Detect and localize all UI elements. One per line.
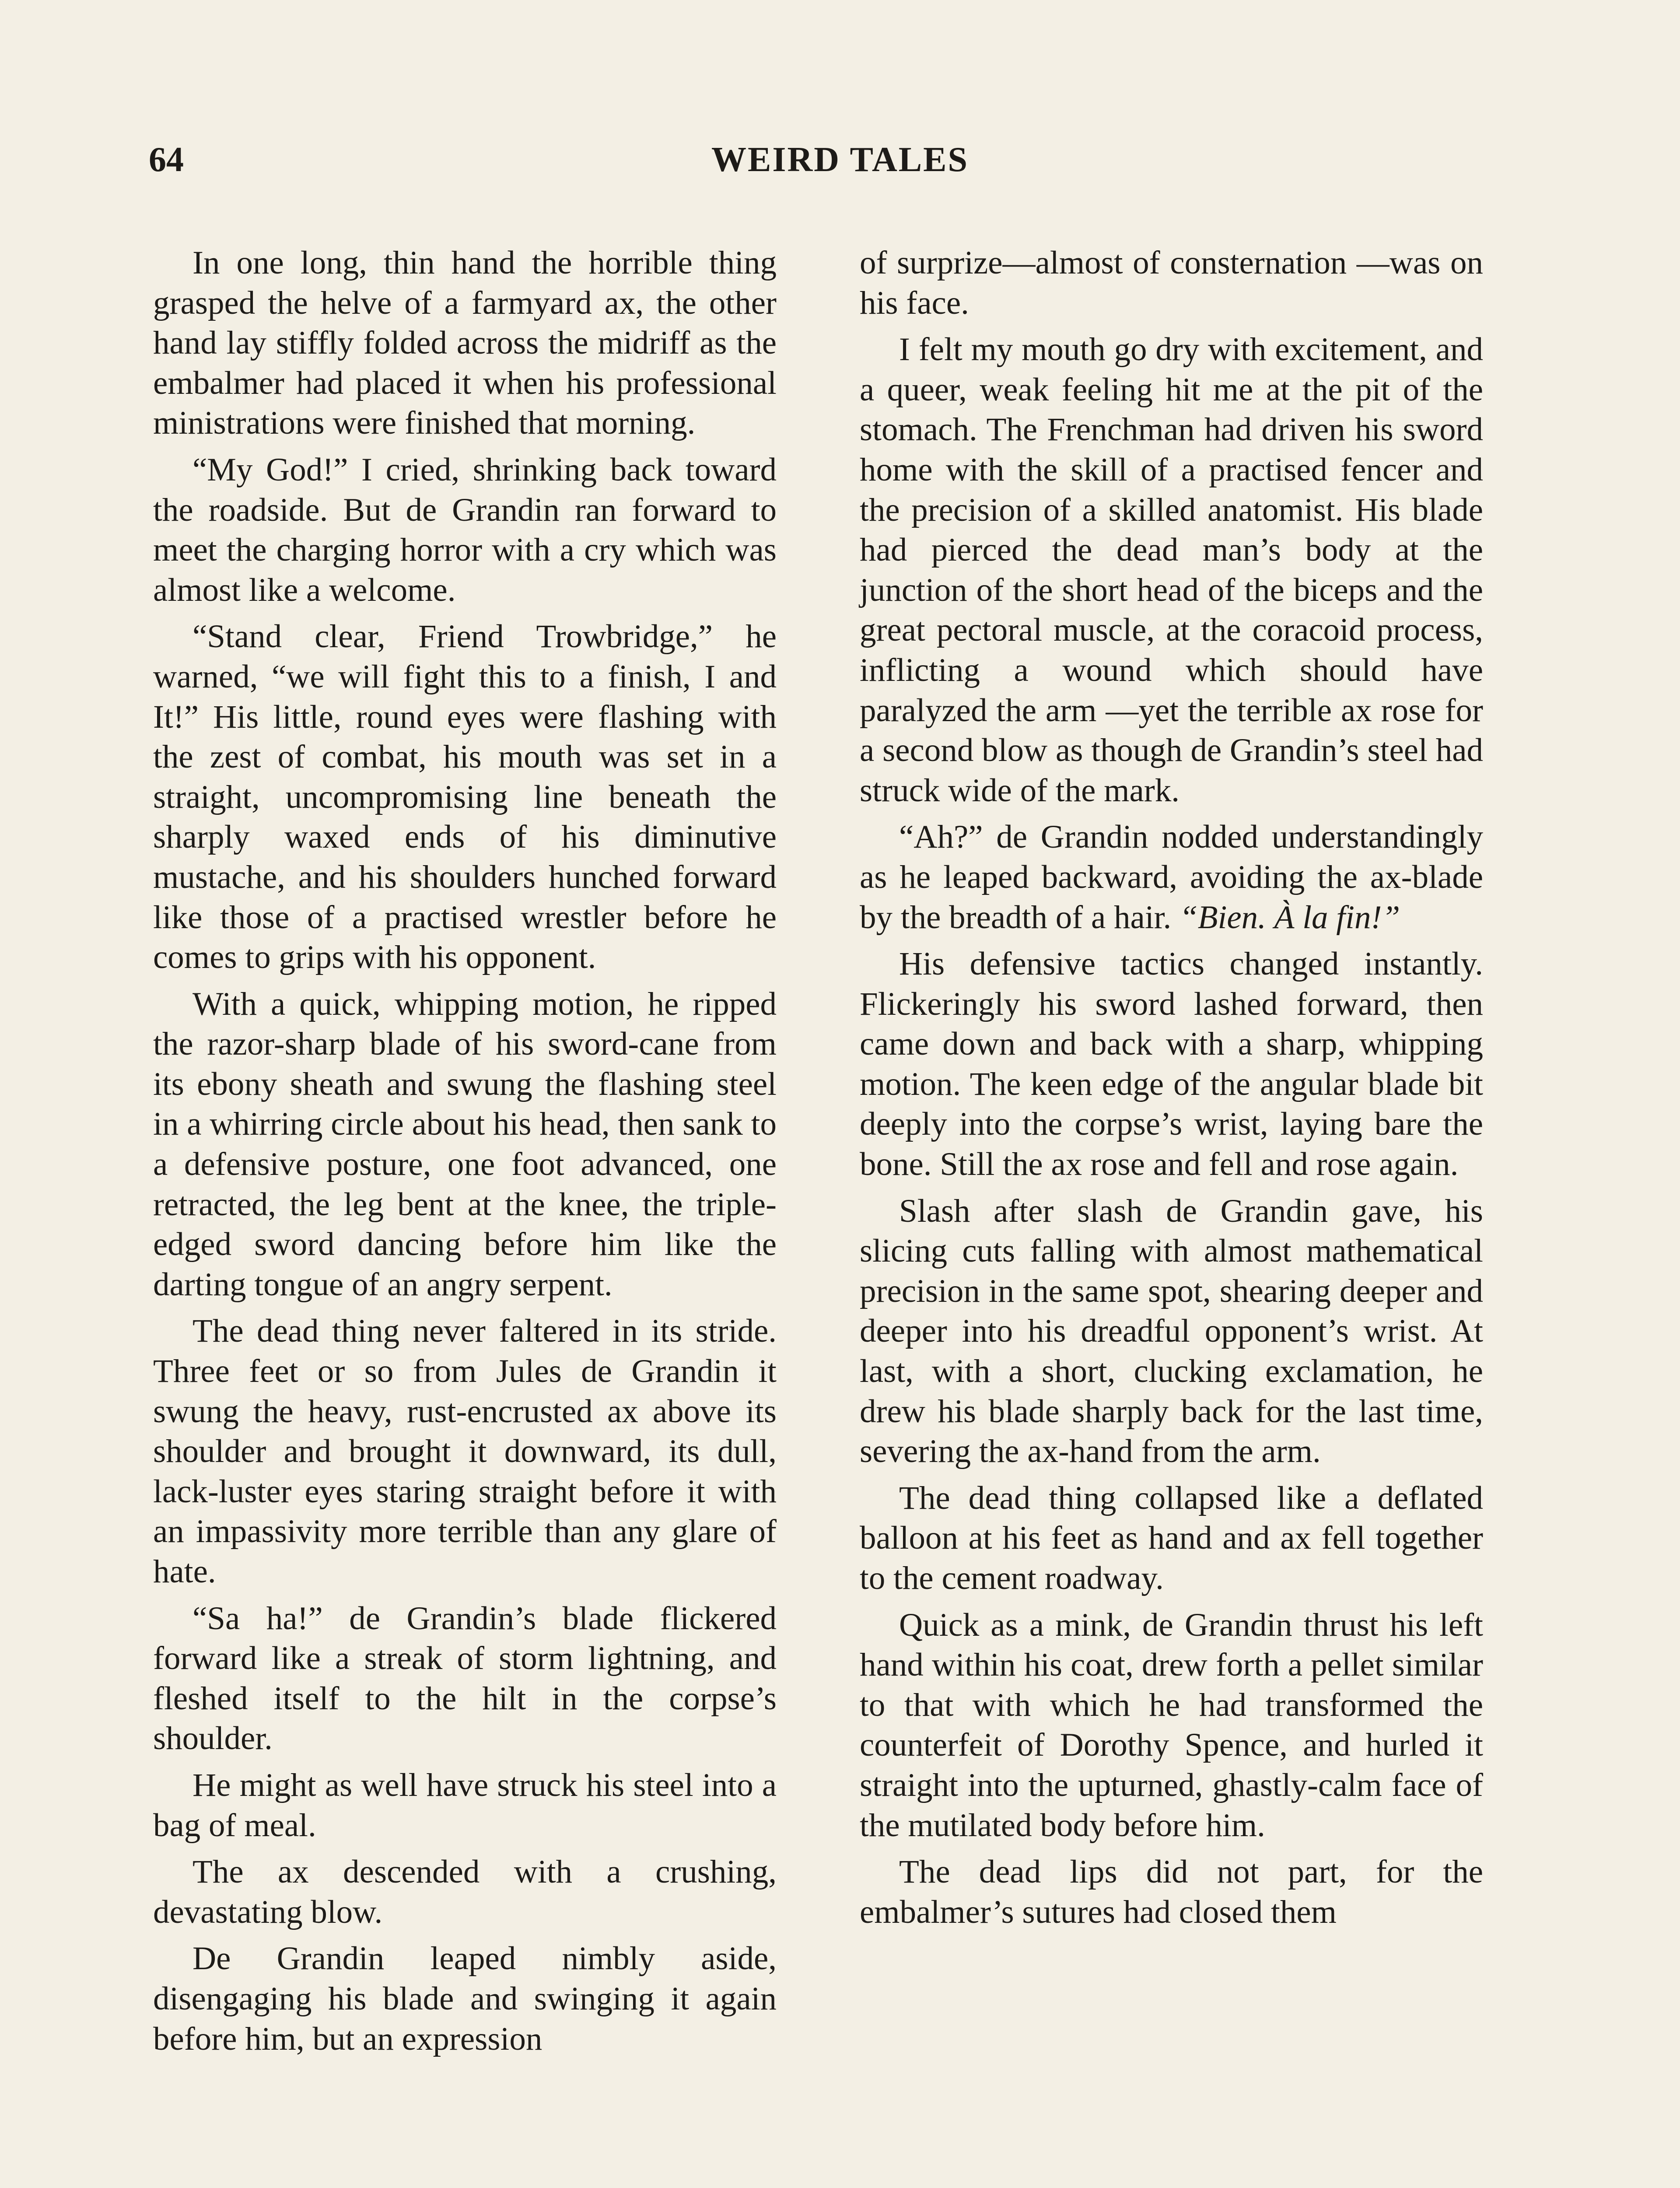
paragraph: The ax descended with a crushing, devastating blow. (153, 1854, 777, 1930)
paragraph: De Grandin leaped nimbly aside, disengaging his blade and swinging it again before him, but an expression (153, 1940, 777, 2057)
paragraph: Slash after slash de Grandin gave, his slicing cuts falling with almost mathematical precision in the same spot, shearing deeper and deeper into his dreadful opponent’s wrist. At last, with a short, clucking exclamation, he drew his blade sharply back for the last time, severing the ax-hand from the arm. (860, 1192, 1483, 1470)
page-number: 64 (149, 140, 184, 179)
running-head: WEIRD TALES (711, 140, 969, 179)
paragraph: The dead thing collapsed like a deflated balloon at his feet as hand and ax fell together to the cement roadway. (860, 1480, 1483, 1596)
paragraph: Quick as a mink, de Grandin thrust his left hand within his coat, drew forth a pellet similar to that with which he had transformed the counterfeit of Dorothy Spence, and hurled it straight into the upturned, ghastly-calm face of the mutilated body before him. (860, 1606, 1483, 1844)
paragraph: The dead lips did not part, for the embalmer’s sutures had closed them (860, 1854, 1483, 1930)
paragraph-with-italic (860, 817, 1483, 937)
paragraph: I felt my mouth go dry with excitement, and a queer, weak feeling hit me at the pit of the stomach. The Frenchman had driven his sword home with the skill of a practised fencer and the precision of a skilled anatomist. His blade had pierced the dead man’s body at the junction of the short head of the biceps and the great pectoral muscle, at the coracoid process, inflicting a wound which should have paralyzed the arm —yet the terrible ax rose for a second blow as though de Grandin’s steel had struck wide of the mark. (860, 331, 1483, 809)
paragraph: “My God!” I cried, shrinking back toward the roadside. But de Grandin ran forward to meet the charging horror with a cry which was almost like a welcome. (153, 451, 777, 608)
paragraph: With a quick, whipping motion, he ripped the razor-sharp blade of his sword-cane from its ebony sheath and swung the flashing steel in a whirring circle about his head, then sank to a defensive posture, one foot advanced, one retracted, the leg bent at the knee, the triple-edged sword dancing before him like the darting tongue of an angry serpent. (153, 985, 777, 1303)
paragraph: The dead thing never faltered in its stride. Three feet or so from Jules de Grandin it swung the heavy, rust-encrusted ax above its shoulder and brought it downward, its dull, lack-luster eyes staring straight before it with an impassivity more terrible than any glare of hate. (153, 1313, 777, 1590)
left-column (153, 243, 777, 2065)
paragraph: His defensive tactics changed instantly. Flickeringly his sword lashed forward, then came down and back with a sharp, whipping motion. The keen edge of the angular blade bit deeply into the corpse’s wrist, laying bare the bone. Still the ax rose and fell and rose again. (860, 946, 1483, 1183)
paragraph-continued: of surprize—almost of consternation —was on his face. (860, 245, 1483, 321)
paragraph: In one long, thin hand the horrible thing grasped the helve of a farmyard ax, the other hand lay stiffly folded across the midriff as the embalmer had placed it when his professional ministrations were finished that morning. (153, 245, 777, 442)
paragraph: “Sa ha!” de Grandin’s blade flickered forward like a streak of storm lightning, and fleshed itself to the hilt in the corpse’s shoulder. (153, 1600, 777, 1757)
paragraph: He might as well have struck his steel into a bag of meal. (153, 1767, 777, 1844)
right-column (860, 243, 1483, 1939)
italic-phrase: “Bien. À la fin!” (1180, 899, 1400, 936)
paragraph: “Stand clear, Friend Trowbridge,” he warned, “we will fight this to a finish, I and It!” His little, round eyes were flashing with the zest of combat, his mouth was set in a straight, uncompromising line beneath the sharply waxed ends of his diminutive mustache, and his shoulders hunched forward like those of a practised wrestler before he comes to grips with his opponent. (153, 618, 777, 976)
paragraph-text: “Ah?” de Grandin nodded understandingly as he leaped backward, avoiding the ax-blade by the breadth of a hair. (860, 819, 1483, 936)
